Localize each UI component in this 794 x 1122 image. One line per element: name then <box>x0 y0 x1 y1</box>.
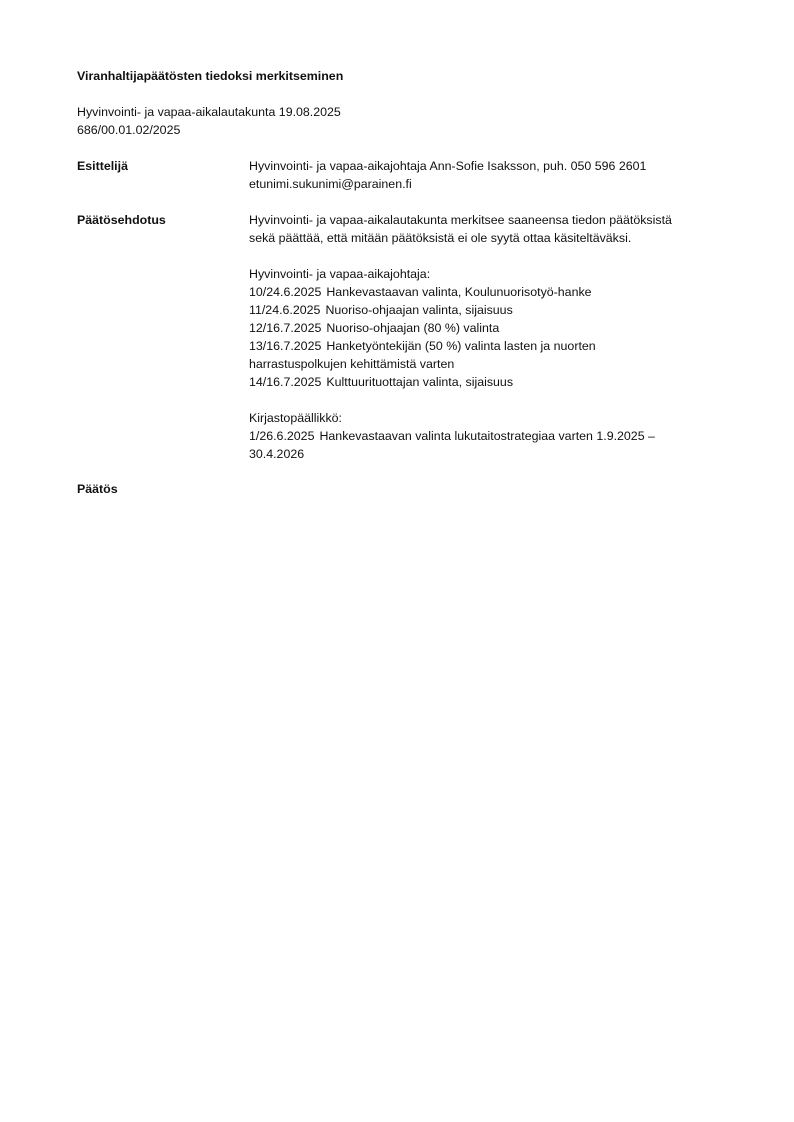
decision-entry <box>249 283 719 301</box>
proposal-label: Päätösehdotus <box>77 213 166 227</box>
proposal-intro-line-1: Hyvinvointi- ja vapaa-aikalautakunta merkitsee saaneensa tiedon päätöksistä <box>249 213 672 227</box>
decision-number: 12/16.7.2025 <box>249 321 322 335</box>
decision-entry <box>249 427 719 445</box>
decision-text-continuation: harrastuspolkujen kehittämistä varten <box>249 357 455 371</box>
meeting-line: Hyvinvointi- ja vapaa-aikalautakunta 19.08.2025 <box>77 105 341 119</box>
decision-number: 1/26.6.2025 <box>249 429 315 443</box>
presenter-content <box>249 157 719 193</box>
document-meta <box>77 103 341 139</box>
decision-number: 13/16.7.2025 <box>249 339 322 353</box>
proposal-content <box>249 211 719 463</box>
presenter-label: Esittelijä <box>77 159 128 173</box>
decision-entry <box>249 373 719 391</box>
decision-text: Kulttuurituottajan valinta, sijaisuus <box>326 375 514 389</box>
decision-label: Päätös <box>77 482 118 496</box>
decision-text: Hanketyöntekijän (50 %) valinta lasten ja nuorten <box>326 339 596 353</box>
page-title: Viranhaltijapäätösten tiedoksi merkitseminen <box>77 69 344 83</box>
group2-heading: Kirjastopäällikkö: <box>249 411 342 425</box>
decision-text: Hankevastaavan valinta lukutaitostrategiaa varten 1.9.2025 – <box>319 429 655 443</box>
proposal-intro-line-2: sekä päättää, että mitään päätöksistä ei ole syytä ottaa käsiteltäväksi. <box>249 231 632 245</box>
decision-number: 11/24.6.2025 <box>249 303 321 317</box>
case-number: 686/00.01.02/2025 <box>77 123 181 137</box>
presenter-line-1: Hyvinvointi- ja vapaa-aikajohtaja Ann-Sofie Isaksson, puh. 050 596 2601 <box>249 159 647 173</box>
decision-text: Hankevastaavan valinta, Koulunuorisotyö-hanke <box>326 285 592 299</box>
decision-text: Nuoriso-ohjaajan (80 %) valinta <box>326 321 500 335</box>
presenter-email: etunimi.sukunimi@parainen.fi <box>249 177 412 191</box>
decision-entry <box>249 337 719 355</box>
decision-entry <box>249 319 719 337</box>
decision-number: 14/16.7.2025 <box>249 375 322 389</box>
group1-heading: Hyvinvointi- ja vapaa-aikajohtaja: <box>249 267 431 281</box>
decision-text-continuation: 30.4.2026 <box>249 447 305 461</box>
decision-entry <box>249 301 719 319</box>
decision-text: Nuoriso-ohjaajan valinta, sijaisuus <box>325 303 513 317</box>
decision-number: 10/24.6.2025 <box>249 285 322 299</box>
